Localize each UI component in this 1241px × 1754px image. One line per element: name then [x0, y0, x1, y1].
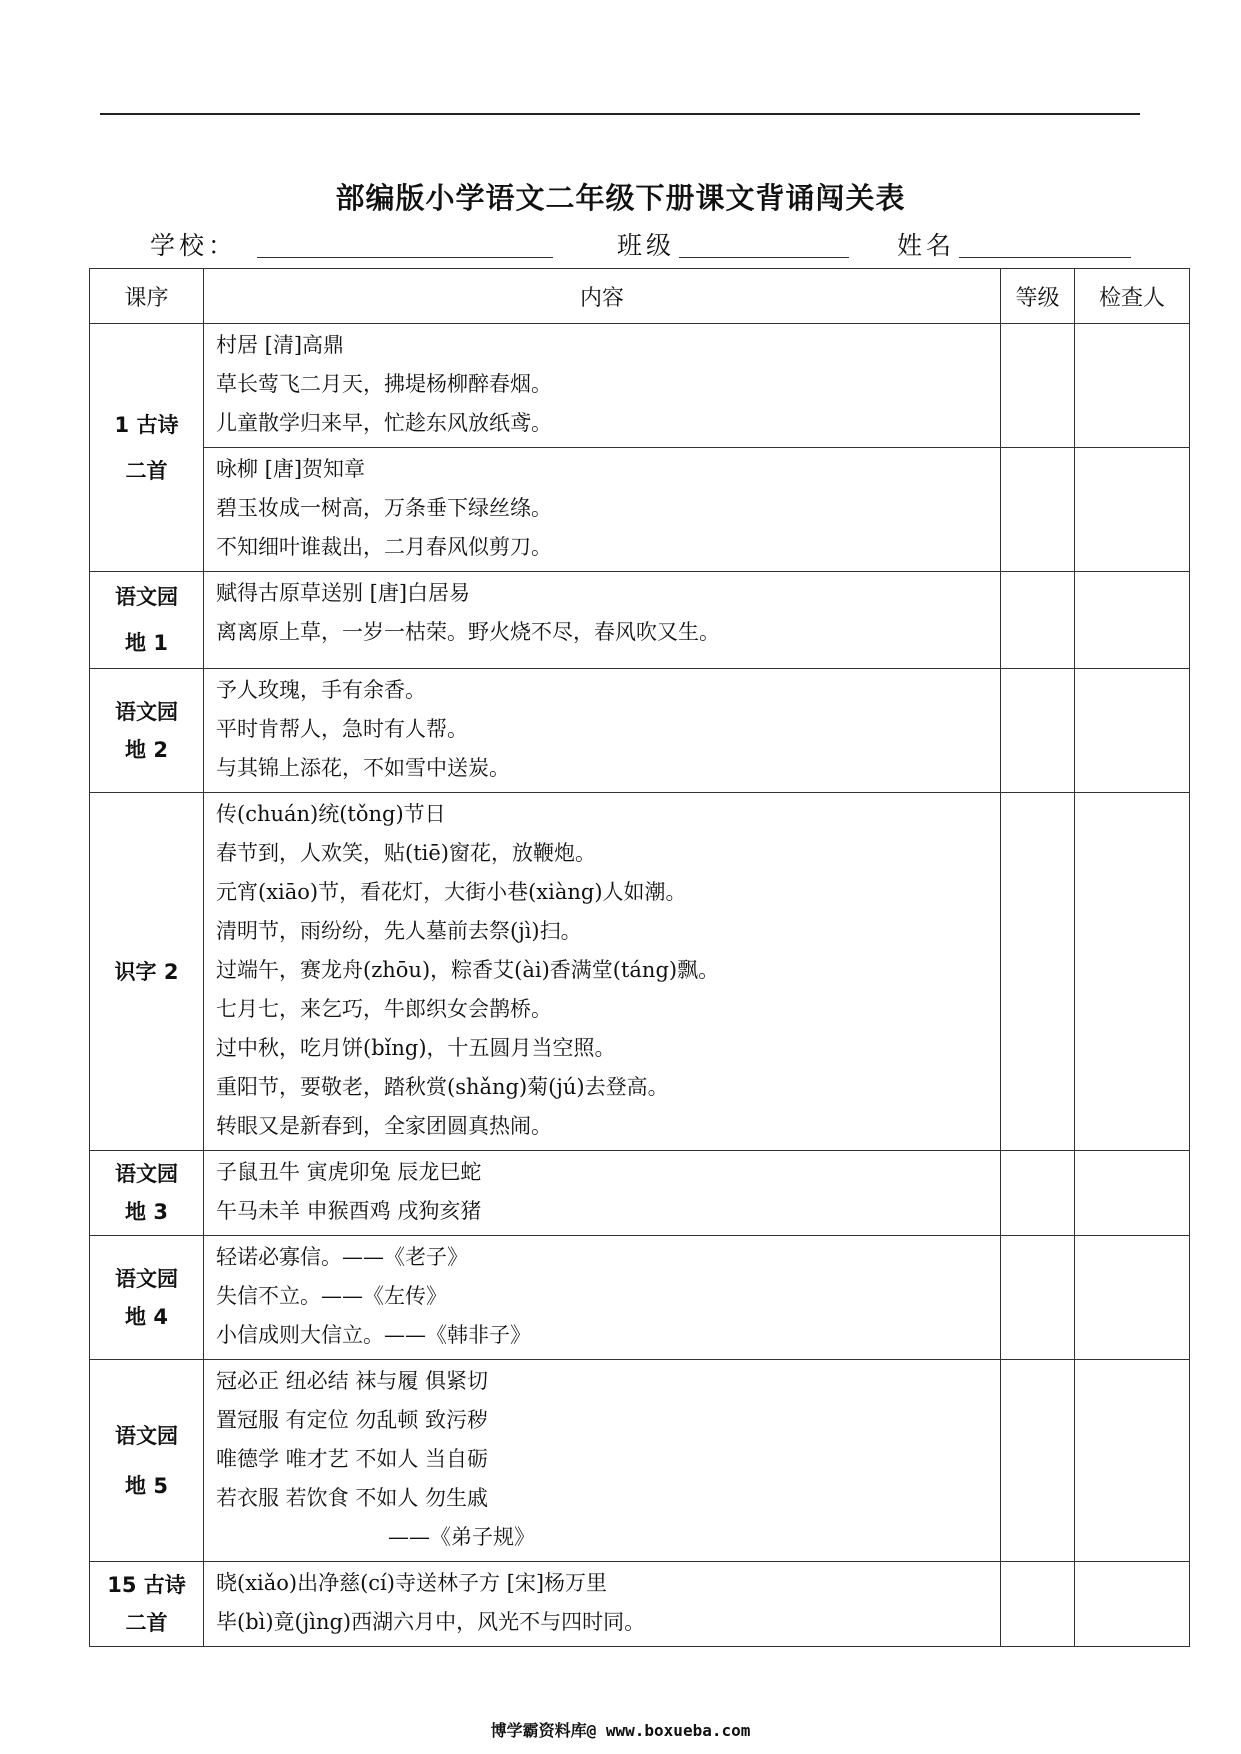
content-cell	[204, 448, 1001, 572]
table-row	[90, 1360, 1190, 1562]
content-line: 冠必正 纽必结 袜与履 俱紧切	[216, 1369, 489, 1393]
header-row	[90, 269, 1190, 324]
lesson-label: 地 1	[125, 631, 168, 655]
header-grade: 等级	[1001, 269, 1075, 324]
content-line: 元宵(xiāo)节，看花灯，大街小巷(xiàng)人如潮。	[216, 880, 687, 904]
lesson-label: 15 古诗	[107, 1573, 186, 1597]
checker-cell[interactable]	[1075, 793, 1190, 1151]
lesson-label: 语文园	[115, 585, 178, 609]
lesson-label: 地 5	[125, 1473, 168, 1498]
content-line: 七月七，来乞巧，牛郎织女会鹊桥。	[216, 997, 552, 1021]
content-line: 平时肯帮人，急时有人帮。	[216, 717, 468, 741]
grade-cell[interactable]	[1001, 1562, 1075, 1647]
content-line: 轻诺必寡信。——《老子》	[216, 1245, 468, 1269]
content-line: 重阳节，要敬老，踏秋赏(shǎng)菊(jú)去登高。	[216, 1075, 669, 1099]
content-line: 置冠服 有定位 勿乱顿 致污秽	[216, 1408, 489, 1432]
content-cell	[204, 669, 1001, 793]
checker-cell[interactable]	[1075, 324, 1190, 448]
grade-cell[interactable]	[1001, 793, 1075, 1151]
checker-cell[interactable]	[1075, 669, 1190, 793]
grade-cell[interactable]	[1001, 572, 1075, 669]
content-line: 转眼又是新春到，全家团圆真热闹。	[216, 1114, 552, 1138]
lesson-label: 二首	[125, 1611, 168, 1635]
recitation-table	[89, 268, 1190, 1647]
lesson-cell	[90, 1360, 204, 1562]
page-title: 部编版小学语文二年级下册课文背诵闯关表	[335, 181, 906, 215]
lesson-label: 1 古诗	[114, 412, 179, 437]
content-cell	[204, 1236, 1001, 1360]
header-content: 内容	[204, 269, 1001, 324]
poem-title: 晓(xiǎo)出净慈(cí)寺送林子方 [宋]杨万里	[216, 1571, 608, 1595]
header-checker: 检查人	[1075, 269, 1190, 324]
content-cell	[204, 572, 1001, 669]
grade-cell[interactable]	[1001, 1236, 1075, 1360]
lesson-label: 语文园	[115, 1162, 178, 1186]
lesson-label: 地 4	[125, 1304, 168, 1329]
lesson-label: 地 2	[125, 737, 168, 762]
poem-title: 传(chuán)统(tǒng)节日	[216, 802, 446, 826]
poem-title: 赋得古原草送别 [唐]白居易	[216, 581, 471, 605]
lesson-label: 识字 2	[114, 959, 179, 984]
table-row	[90, 793, 1190, 1151]
table-row	[90, 572, 1190, 669]
lesson-cell	[90, 793, 204, 1151]
lesson-cell	[90, 1151, 204, 1236]
content-line: 草长莺飞二月天，拂堤杨柳醉春烟。	[216, 372, 552, 396]
grade-cell[interactable]	[1001, 1151, 1075, 1236]
lesson-cell	[90, 669, 204, 793]
content-line: 碧玉妆成一树高，万条垂下绿丝绦。	[216, 496, 552, 520]
content-cell	[204, 1151, 1001, 1236]
poem-title: 村居 [清]高鼎	[216, 333, 345, 357]
checker-cell[interactable]	[1075, 1360, 1190, 1562]
school-label: 学校：	[150, 231, 238, 260]
content-line: 唯德学 唯才艺 不如人 当自砺	[216, 1447, 489, 1471]
table-row	[90, 324, 1190, 448]
checker-cell[interactable]	[1075, 572, 1190, 669]
checker-cell[interactable]	[1075, 1236, 1190, 1360]
grade-cell[interactable]	[1001, 324, 1075, 448]
content-line: 春节到，人欢笑，贴(tiē)窗花，放鞭炮。	[216, 841, 596, 865]
lesson-label: 语文园	[115, 1266, 178, 1291]
content-cell	[204, 793, 1001, 1151]
table-row	[90, 669, 1190, 793]
class-label: 班级	[617, 231, 676, 260]
table-row	[90, 1562, 1190, 1647]
lesson-label: 地 3	[125, 1200, 168, 1224]
content-line: 予人玫瑰，手有余香。	[216, 678, 426, 702]
name-label: 姓名	[897, 231, 956, 260]
lesson-label: 语文园	[115, 699, 178, 724]
content-line: 儿童散学归来早，忙趁东风放纸鸢。	[216, 411, 552, 435]
content-cell	[204, 1360, 1001, 1562]
content-line: 失信不立。——《左传》	[216, 1284, 447, 1308]
content-line: 过中秋，吃月饼(bǐng)，十五圆月当空照。	[216, 1036, 616, 1060]
lesson-cell	[90, 324, 204, 572]
content-line: 若衣服 若饮食 不如人 勿生戚	[216, 1486, 489, 1510]
checker-cell[interactable]	[1075, 1562, 1190, 1647]
header-lesson: 课序	[90, 269, 204, 324]
content-line: 过端午，赛龙舟(zhōu)，粽香艾(ài)香满堂(táng)飘。	[216, 958, 720, 982]
content-line: 毕(bì)竟(jìng)西湖六月中，风光不与四时同。	[216, 1610, 646, 1634]
content-cell	[204, 324, 1001, 448]
table-row	[90, 448, 1190, 572]
grade-cell[interactable]	[1001, 669, 1075, 793]
lesson-cell	[90, 1562, 204, 1647]
header-rule	[100, 113, 1140, 115]
source-attribution: ——《弟子规》	[388, 1525, 535, 1549]
lesson-cell	[90, 572, 204, 669]
content-cell	[204, 1562, 1001, 1647]
lesson-cell	[90, 1236, 204, 1360]
checker-cell[interactable]	[1075, 1151, 1190, 1236]
checker-cell[interactable]	[1075, 448, 1190, 572]
content-line: 离离原上草，一岁一枯荣。野火烧不尽，春风吹又生。	[216, 620, 720, 644]
content-line: 小信成则大信立。——《韩非子》	[216, 1323, 531, 1347]
lesson-label: 语文园	[115, 1423, 178, 1448]
content-line: 清明节，雨纷纷，先人墓前去祭(jì)扫。	[216, 919, 582, 943]
content-line: 不知细叶谁裁出，二月春风似剪刀。	[216, 535, 552, 559]
table-row	[90, 1236, 1190, 1360]
content-line: 子鼠丑牛 寅虎卯兔 辰龙巳蛇	[216, 1160, 482, 1184]
content-line: 与其锦上添花，不如雪中送炭。	[216, 756, 510, 780]
footer-watermark: 博学霸资料库@ www.boxueba.com	[490, 1721, 751, 1740]
grade-cell[interactable]	[1001, 448, 1075, 572]
school-blank[interactable]	[257, 257, 553, 258]
poem-title: 咏柳 [唐]贺知章	[216, 457, 366, 481]
table-row	[90, 1151, 1190, 1236]
name-blank[interactable]	[959, 257, 1131, 258]
content-line: 午马未羊 申猴酉鸡 戌狗亥猪	[216, 1199, 482, 1223]
class-blank[interactable]	[679, 257, 849, 258]
grade-cell[interactable]	[1001, 1360, 1075, 1562]
lesson-label: 二首	[125, 458, 168, 483]
